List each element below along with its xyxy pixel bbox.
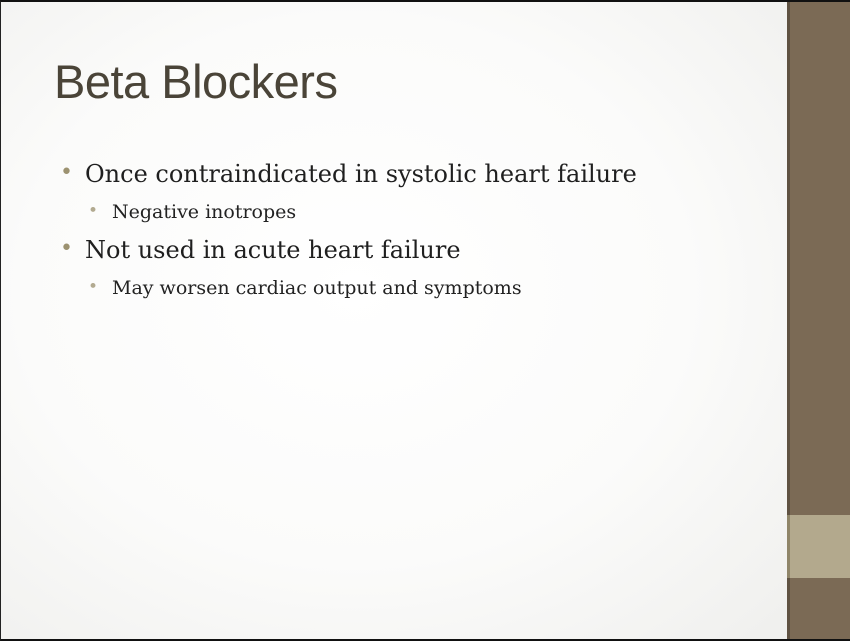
bullet-dot-icon: • xyxy=(60,236,73,261)
side-accent-block xyxy=(787,515,850,578)
sub-bullet-item xyxy=(88,277,522,299)
bullet-dot-icon: • xyxy=(60,160,73,185)
sub-bullet-text: May worsen cardiac output and symptoms xyxy=(112,277,522,299)
bullet-list xyxy=(1,2,787,641)
bullet-text: Once contraindicated in systolic heart failure xyxy=(85,160,637,188)
bullet-item xyxy=(60,236,461,264)
bullet-text: Not used in acute heart failure xyxy=(85,236,461,264)
slide-content-area xyxy=(1,2,787,641)
slide-title: Beta Blockers xyxy=(54,55,338,108)
bullet-item xyxy=(60,160,637,188)
sub-bullet-text: Negative inotropes xyxy=(112,201,297,223)
sub-bullet-dot-icon: • xyxy=(88,201,99,221)
sub-bullet-dot-icon: • xyxy=(88,277,99,297)
sub-bullet-item xyxy=(88,201,297,223)
